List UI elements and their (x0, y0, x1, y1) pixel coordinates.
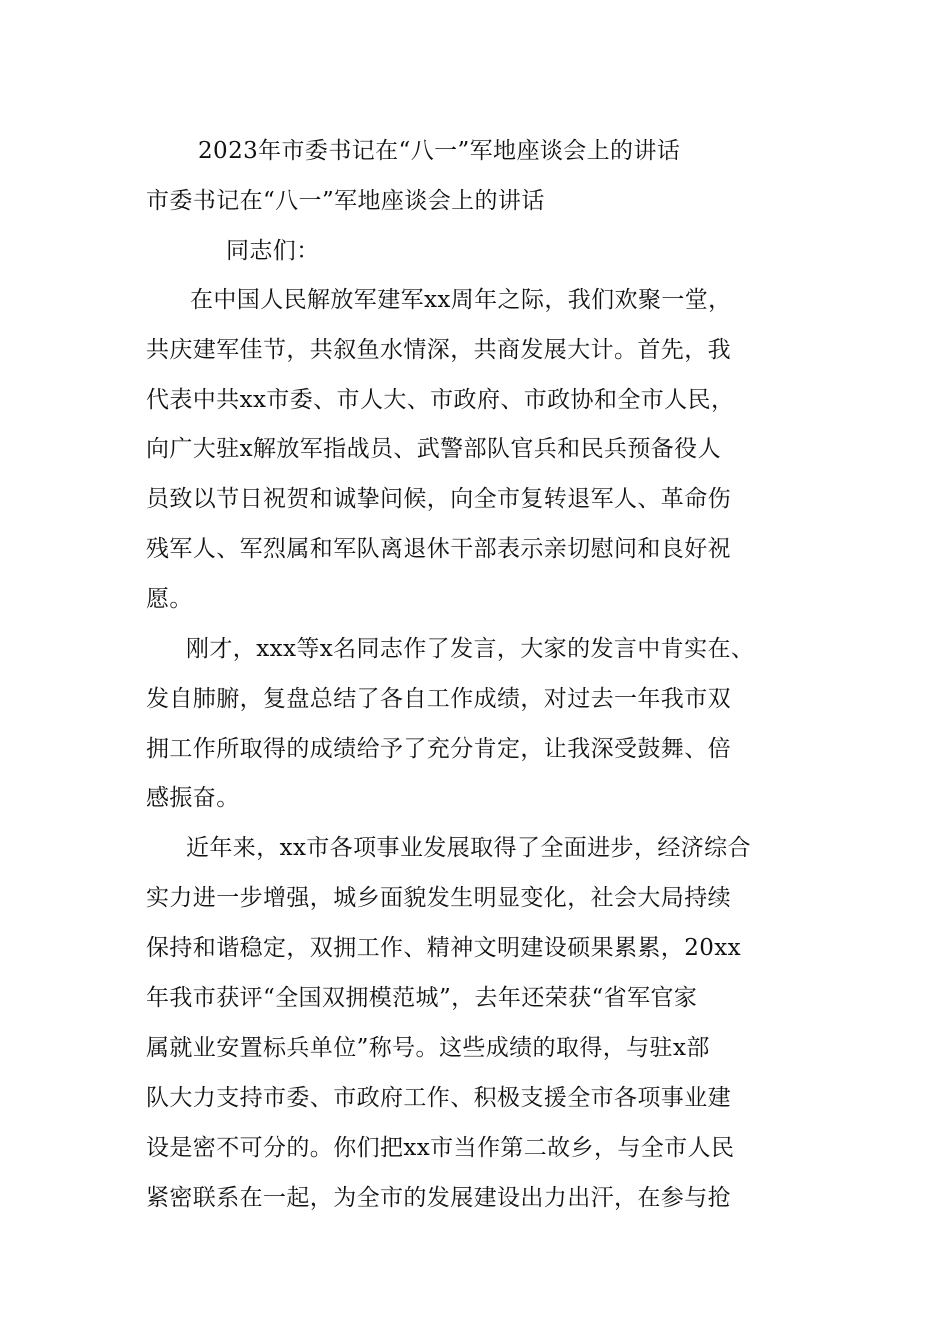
paragraph-1-line-4: 向广大驻x解放军指战员、武警部队官兵和民兵预备役人 (146, 436, 721, 462)
paragraph-2-line-2: 发自肺腑，复盘总结了各自工作成绩，对过去一年我市双 (146, 686, 731, 712)
paragraph-3-line-1: 近年来，xx市各项事业发展取得了全面进步，经济综合 (186, 835, 751, 861)
paragraph-1-line-7: 愿。 (146, 586, 193, 612)
paragraph-2-line-1: 刚才，xxx等x名同志作了发言，大家的发言中肯实在、 (186, 636, 755, 662)
greeting: 同志们： (226, 238, 320, 264)
paragraph-1-line-2: 共庆建军佳节，共叙鱼水情深，共商发展大计。首先，我 (146, 337, 731, 363)
document-title: 2023年市委书记在“八一”军地座谈会上的讲话 (198, 138, 681, 164)
paragraph-1-line-5: 员致以节日祝贺和诚挚问候，向全市复转退军人、革命伤 (146, 486, 731, 512)
paragraph-3-line-8: 紧密联系在一起，为全市的发展建设出力出汗，在参与抢 (146, 1185, 731, 1211)
paragraph-2-line-3: 拥工作所取得的成绩给予了充分肯定，让我深受鼓舞、倍 (146, 736, 731, 762)
paragraph-3-line-4: 年我市获评“全国双拥模范城”，去年还荣获“省军官家 (146, 985, 698, 1011)
paragraph-3-line-3: 保持和谐稳定，双拥工作、精神文明建设硕果累累，20xx (146, 935, 742, 961)
paragraph-3-line-5: 属就业安置标兵单位”称号。这些成绩的取得，与驻x部 (146, 1035, 710, 1061)
paragraph-1-line-1: 在中国人民解放军建军xx周年之际，我们欢聚一堂， (190, 287, 732, 313)
paragraph-1-line-3: 代表中共xx市委、市人大、市政府、市政协和全市人民， (146, 387, 735, 413)
document-subtitle: 市委书记在“八一”军地座谈会上的讲话 (146, 188, 545, 214)
paragraph-3-line-7: 设是密不可分的。你们把xx市当作第二故乡，与全市人民 (146, 1135, 735, 1161)
paragraph-2-line-4: 感振奋。 (146, 785, 240, 811)
paragraph-1-line-6: 残军人、军烈属和军队离退休干部表示亲切慰问和良好祝 (146, 536, 731, 562)
paragraph-3-line-2: 实力进一步增强，城乡面貌发生明显变化，社会大局持续 (146, 885, 731, 911)
paragraph-3-line-6: 队大力支持市委、市政府工作、积极支援全市各项事业建 (146, 1085, 731, 1111)
